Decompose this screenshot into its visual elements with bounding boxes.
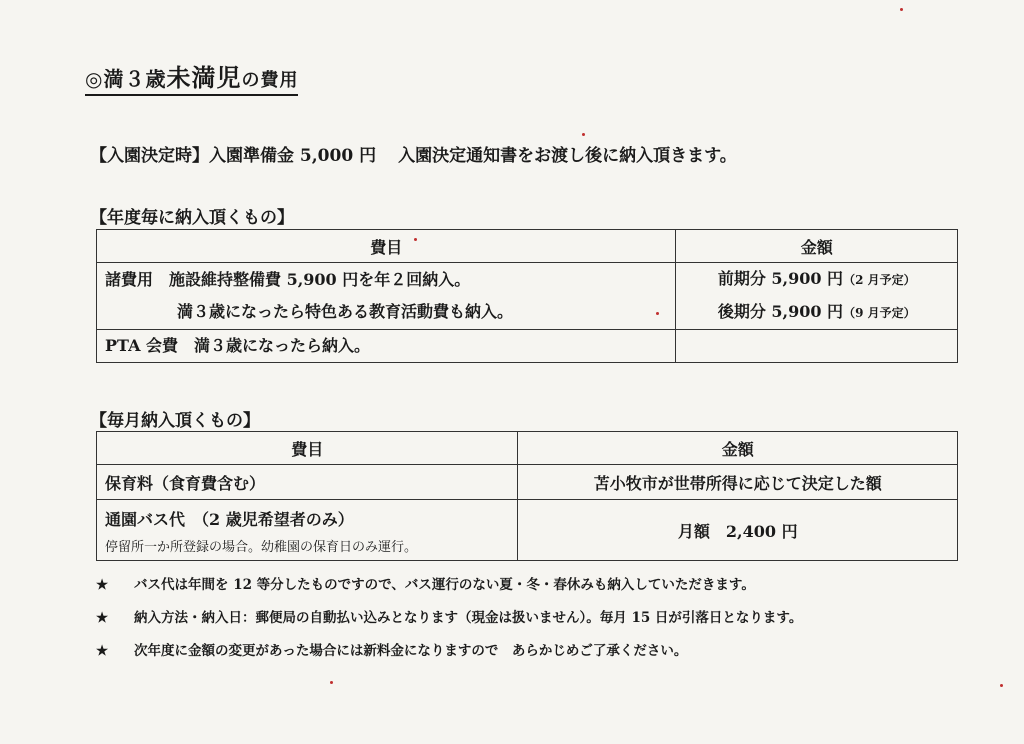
row-text: 満３歳になったら特色ある教育活動費も納入。 (177, 302, 514, 321)
amount-first-half (684, 263, 949, 296)
enrollment-line (90, 141, 737, 166)
title-prefix: ◎満３歳 (85, 67, 167, 91)
row-note: 停留所一か所登録の場合。幼稚園の保育日のみ運行。 (105, 540, 418, 555)
table-cell-amount (676, 330, 958, 363)
table-header-row (97, 432, 958, 465)
table-cell-item (97, 330, 676, 363)
note-item (96, 639, 802, 672)
scan-speck (330, 681, 333, 684)
enrollment-note: 入園決定通知書をお渡し後に納入頂きます。 (398, 146, 737, 166)
yearly-heading: 【年度毎に納入頂くもの】 (90, 208, 294, 228)
table-cell-item (97, 500, 518, 561)
monthly-fee-table (96, 431, 958, 561)
table-row (97, 263, 958, 330)
amount-value: 後期分 5,900 円 (717, 302, 844, 321)
table-row (97, 500, 958, 561)
table-cell-amount: 月額 2,400 円 (518, 500, 958, 561)
note-item (96, 573, 802, 606)
table-row (97, 330, 958, 363)
yearly-fee-table (96, 229, 958, 363)
star-icon: ★ (96, 643, 109, 659)
scan-speck (582, 133, 585, 136)
table-cell-item: 保育料（食育費含む） (97, 465, 518, 500)
column-header-item: 費目 (97, 432, 518, 465)
note-text: 次年度に金額の変更があった場合には新料金になりますので あらかじめご了承ください。 (134, 643, 688, 659)
table-row (97, 465, 958, 500)
scan-speck (414, 238, 417, 241)
monthly-heading: 【毎月納入頂くもの】 (90, 411, 260, 431)
scan-speck (1000, 684, 1003, 687)
enrollment-item: 入園準備金 5,000 円 (209, 146, 377, 166)
row-text: 諸費用 施設維持整備費 5,900 円を年２回納入。 (105, 270, 471, 289)
note-item (96, 606, 802, 639)
title-main: 未満児 (166, 63, 242, 92)
amount-value: 前期分 5,900 円 (717, 269, 844, 288)
table-cell-amount: 苫小牧市が世帯所得に応じて決定した額 (518, 465, 958, 500)
page-title (85, 58, 298, 96)
title-suffix: の費用 (241, 70, 299, 91)
scan-speck (656, 312, 659, 315)
amount-second-half (684, 296, 949, 329)
table-cell-item (97, 263, 676, 330)
table-cell-amount (676, 263, 958, 330)
row-text: PTA 会費 満３歳になったら納入。 (105, 336, 371, 355)
amount-note: （2 月予定） (843, 273, 916, 287)
notes-list (96, 573, 802, 672)
table-header-row (97, 230, 958, 263)
star-icon: ★ (96, 577, 109, 593)
note-text: 納入方法・納入日：郵便局の自動払い込みとなります（現金は扱いません）。毎月 15 日が引落日となります。 (134, 610, 803, 626)
amount-note: （9 月予定） (843, 306, 916, 320)
column-header-item: 費目 (97, 230, 676, 263)
column-header-amount: 金額 (518, 432, 958, 465)
scan-speck (900, 8, 903, 11)
column-header-amount: 金額 (676, 230, 958, 263)
star-icon: ★ (96, 610, 109, 626)
enrollment-label: 【入園決定時】 (90, 146, 209, 166)
row-text: 通園バス代 （2 歳児希望者のみ） (105, 510, 354, 529)
note-text: バス代は年間を 12 等分したものですので、バス運行のない夏・冬・春休みも納入していただきます。 (134, 577, 755, 593)
